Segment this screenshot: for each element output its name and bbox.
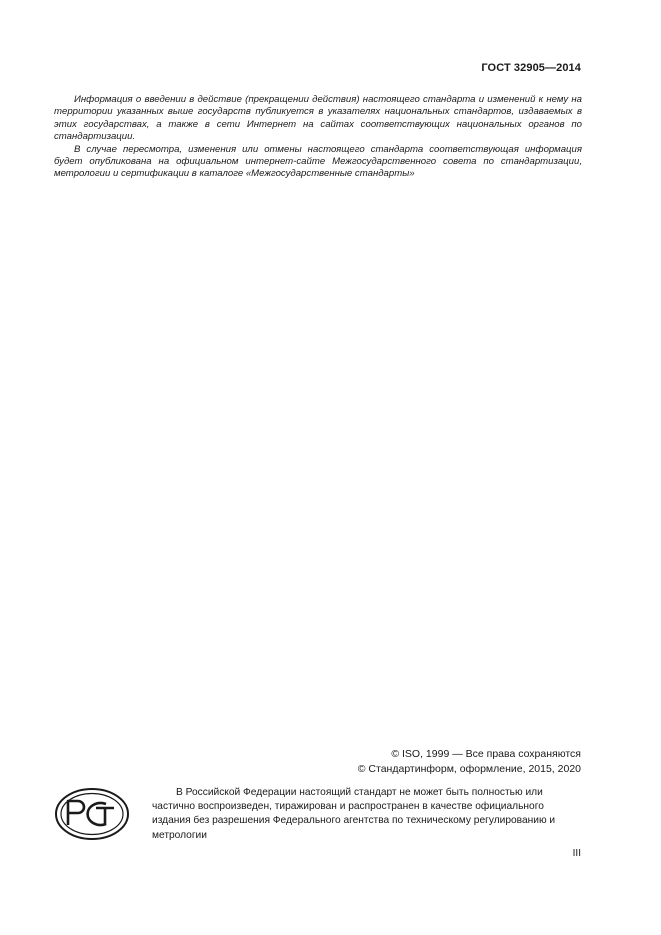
copyright-block — [358, 747, 581, 777]
rst-certification-mark-icon — [54, 787, 130, 841]
info-paragraph-introduction: Информация о введении в действие (прекращении действия) настоящего стандарта и изменений к нему на территории указанных выше государств публикуется в указателях национальных стандартов, издаваемых в этих государствах, а также в сети Интернет на сайтах соответствующих национальных органов по стандартизации. — [54, 94, 582, 143]
publication-info — [54, 94, 582, 181]
copyright-standartinform: © Стандартинформ, оформление, 2015, 2020 — [357, 763, 581, 775]
page-number: III — [572, 848, 581, 859]
legal-notice-text: В Российской Федерации настоящий стандарт не может быть полностью или частично воспроизведен, тиражирован и распространен в качестве официального издания без разрешения Федерального агентства по техническому регулированию и метрологии — [152, 787, 556, 841]
legal-notice — [152, 786, 584, 843]
standard-code: ГОСТ 32905—2014 — [481, 62, 581, 74]
copyright-iso: © ISO, 1999 — Все права сохраняются — [391, 748, 581, 760]
info-paragraph-revision: В случае пересмотра, изменения или отмены настоящего стандарта соответствующая информация будет опубликована на официальном интернет-сайте Межгосударственного совета по стандартизации, метрологии и сертификации в каталоге «Межгосударственные стандарты» — [54, 143, 582, 180]
